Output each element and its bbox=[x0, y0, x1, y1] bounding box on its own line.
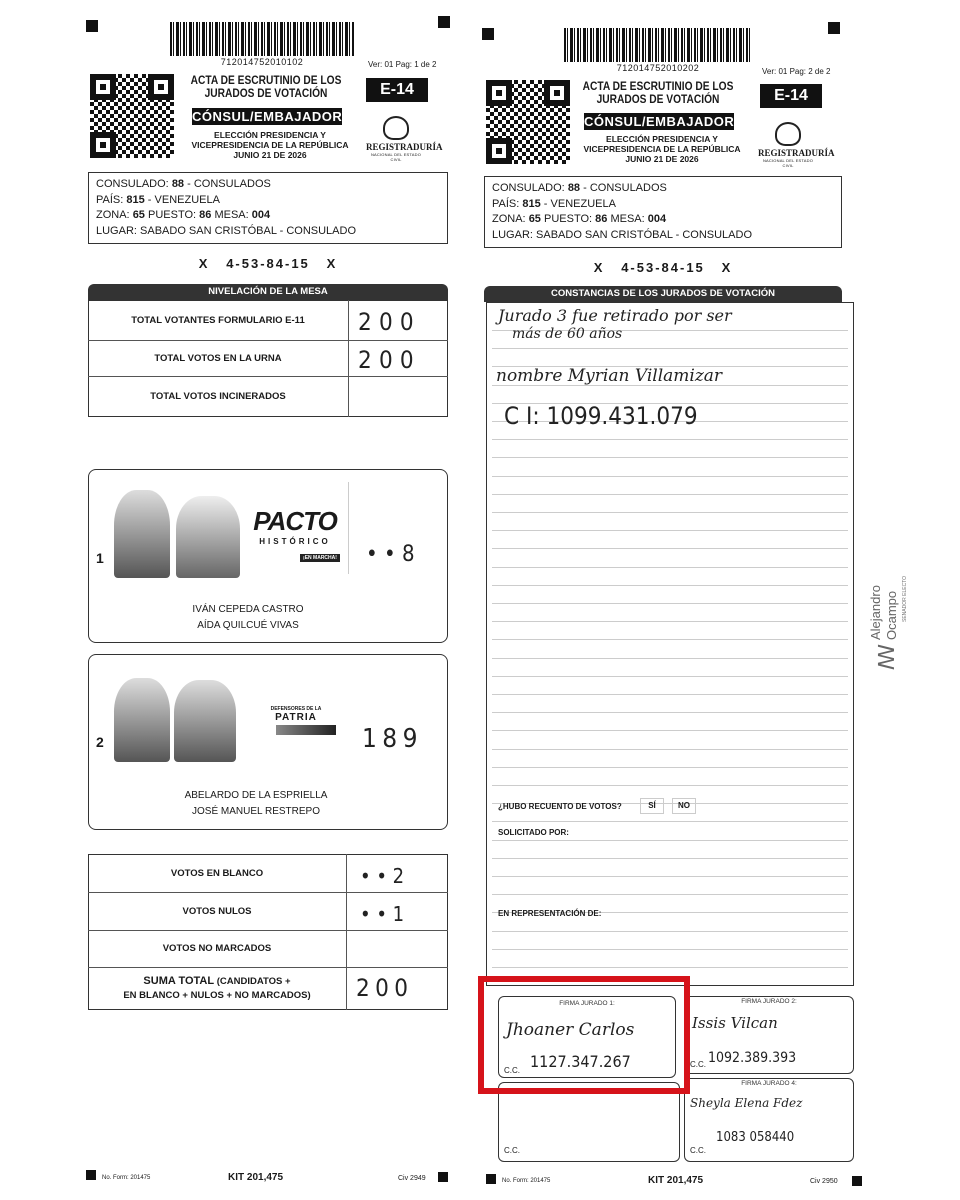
coat-of-arms-icon bbox=[383, 116, 409, 140]
role-banner: CÓNSUL/EMBAJADOR bbox=[192, 109, 343, 124]
cc-label: C.C. bbox=[504, 1066, 520, 1075]
signature-label: FIRMA JURADO 2: bbox=[741, 998, 797, 1005]
flag-icon bbox=[276, 725, 336, 735]
ruled-line bbox=[492, 749, 848, 750]
row-label: VOTOS NULOS bbox=[182, 906, 252, 917]
signature-mark-icon: ꟿ bbox=[874, 643, 900, 671]
party-logo: DEFENSORES DE LA PATRIA bbox=[246, 706, 346, 735]
ruled-line bbox=[492, 658, 848, 659]
handwritten-votes: 189 bbox=[362, 724, 423, 754]
signature: Jhoaner Carlos bbox=[506, 1020, 635, 1040]
ruled-line bbox=[492, 694, 848, 695]
recount-yes[interactable]: SÍ bbox=[640, 798, 664, 814]
acta-page-1 bbox=[76, 12, 476, 1192]
footer-form-number: No. Form: 201475 bbox=[102, 1175, 151, 1181]
ruled-line bbox=[492, 876, 848, 877]
barcode-number: 712014752010102 bbox=[220, 57, 304, 67]
qr-code bbox=[90, 74, 174, 158]
on-behalf-label: EN REPRESENTACIÓN DE: bbox=[498, 909, 602, 918]
coat-of-arms-icon bbox=[775, 122, 801, 146]
location-info: CONSULADO: 88 - CONSULADOS PAÍS: 815 - VENEZUELA ZONA: 65 PUESTO: 86 MESA: 004 LUGAR: SABADO SAN CRISTÓBAL - CONSULADO bbox=[88, 172, 448, 244]
running-mate-photo bbox=[176, 496, 240, 578]
registration-mark bbox=[438, 16, 450, 28]
cc-number: 1083 058440 bbox=[716, 1130, 795, 1145]
row-label: TOTAL VOTANTES FORMULARIO E-11 bbox=[131, 315, 305, 326]
ruled-line bbox=[492, 931, 848, 932]
ruled-line bbox=[492, 439, 848, 440]
row-label: VOTOS EN BLANCO bbox=[170, 868, 264, 879]
footer-form-number: No. Form: 201475 bbox=[502, 1178, 551, 1184]
ruled-line bbox=[492, 621, 848, 622]
handwritten-value: 200 bbox=[358, 308, 421, 336]
form-code-badge: E-14 bbox=[760, 84, 822, 108]
constancias-header: CONSTANCIAS DE LOS JURADOS DE VOTACIÓN bbox=[484, 286, 842, 302]
page-version: Ver: 01 Pag: 1 de 2 bbox=[368, 60, 437, 69]
signature-box-4 bbox=[684, 1078, 854, 1162]
barcode bbox=[170, 22, 354, 56]
qr-code bbox=[486, 80, 570, 164]
barcode-number: 712014752010202 bbox=[616, 63, 700, 73]
row-label: VOTOS NO MARCADOS bbox=[162, 943, 272, 954]
candidate-number: 1 bbox=[96, 550, 104, 566]
ruled-line bbox=[492, 767, 848, 768]
role-banner: CÓNSUL/EMBAJADOR bbox=[584, 114, 735, 129]
ruled-line bbox=[492, 457, 848, 458]
election-title: ELECCIÓN PRESIDENCIA Y VICEPRESIDENCIA DE LA REPÚBLICA JUNIO 21 DE 2026 bbox=[191, 130, 349, 160]
column-votes: VOTACIÓN bbox=[372, 443, 422, 454]
signature-label: FIRMA JURADO 4: bbox=[741, 1080, 797, 1087]
ruled-line bbox=[492, 785, 848, 786]
candidate-names: IVÁN CEPEDA CASTRO AÍDA QUILCUÉ VIVAS bbox=[192, 604, 304, 631]
registration-mark bbox=[828, 22, 840, 34]
handwritten-value: • • 2 bbox=[360, 864, 405, 888]
row-label: TOTAL VOTOS INCINERADOS bbox=[150, 391, 286, 402]
ruled-line bbox=[492, 730, 848, 731]
kit-number: KIT 201,475 bbox=[648, 1175, 704, 1186]
cc-number: 1092.389.393 bbox=[708, 1050, 797, 1066]
handwritten-value: 200 bbox=[358, 346, 421, 374]
registration-mark bbox=[86, 20, 98, 32]
ruled-line bbox=[492, 639, 848, 640]
highlight-frame bbox=[478, 976, 690, 1094]
registration-mark bbox=[482, 28, 494, 40]
cc-label: C.C. bbox=[690, 1146, 706, 1155]
registraduria-logo: REGISTRADURÍA NACIONAL DEL ESTADO CIVIL bbox=[366, 116, 426, 162]
ruled-line bbox=[492, 530, 848, 531]
handwritten-note: más de 60 años bbox=[512, 326, 623, 342]
recount-question: ¿HUBO RECUENTO DE VOTOS? bbox=[498, 802, 622, 811]
requested-by-label: SOLICITADO POR: bbox=[498, 828, 569, 837]
form-title: ACTA DE ESCRUTINIO DE LOS JURADOS DE VOTACIÓN bbox=[190, 73, 342, 100]
ruled-line bbox=[492, 821, 848, 822]
signature: Sheyla Elena Fdez bbox=[690, 1096, 803, 1110]
candidate-number: 2 bbox=[96, 734, 104, 750]
column-candidate: CANDIDATO bbox=[136, 443, 193, 454]
handwritten-value: • • 1 bbox=[360, 902, 405, 926]
page-version: Ver: 01 Pag: 2 de 2 bbox=[762, 67, 831, 76]
mesa-id-code: X 4-53-84-15 X bbox=[593, 260, 733, 275]
signature-label: FIRMA JURADO 1: bbox=[559, 1000, 615, 1007]
ruled-line bbox=[492, 676, 848, 677]
party-logo: PACTO HISTÓRICO ¡EN MARCHA! bbox=[240, 506, 350, 564]
recount-no[interactable]: NO bbox=[672, 798, 696, 814]
sum-total-label: SUMA TOTAL (CANDIDATOS + EN BLANCO + NULOS + NO MARCADOS) bbox=[123, 975, 311, 1001]
cc-number: 1127.347.267 bbox=[530, 1052, 631, 1071]
ruled-line bbox=[492, 494, 848, 495]
ruled-line bbox=[492, 894, 848, 895]
ruled-line bbox=[492, 712, 848, 713]
ruled-line bbox=[492, 512, 848, 513]
ruled-line bbox=[492, 548, 848, 549]
kit-number: KIT 201,475 bbox=[228, 1172, 284, 1183]
ruled-line bbox=[492, 585, 848, 586]
ruled-line bbox=[492, 858, 848, 859]
handwritten-votes: • • 8 bbox=[366, 542, 415, 567]
signature-box-3 bbox=[498, 1082, 680, 1162]
ruled-line bbox=[492, 840, 848, 841]
nivelacion-header: NIVELACIÓN DE LA MESA bbox=[88, 284, 448, 300]
candidate-photo bbox=[114, 678, 170, 762]
handwritten-value: 200 bbox=[356, 974, 414, 1002]
ruled-line bbox=[492, 967, 848, 968]
handwritten-note: Jurado 3 fue retirado por ser bbox=[498, 306, 732, 325]
location-info: CONSULADO: 88 - CONSULADOS PAÍS: 815 - VENEZUELA ZONA: 65 PUESTO: 86 MESA: 004 LUGAR: SABADO SAN CRISTÓBAL - CONSULADO bbox=[484, 176, 842, 248]
candidate-photo bbox=[114, 490, 170, 578]
civ-number: Civ 2949 bbox=[398, 1175, 426, 1182]
handwritten-note: C I: 1099.431.079 bbox=[504, 402, 698, 430]
row-label: TOTAL VOTOS EN LA URNA bbox=[154, 353, 282, 364]
ruled-line bbox=[492, 603, 848, 604]
handwritten-note: nombre Myrian Villamizar bbox=[496, 366, 723, 386]
cc-label: C.C. bbox=[690, 1060, 706, 1069]
signature: Issis Vilcan bbox=[692, 1014, 778, 1032]
form-code-badge: E-14 bbox=[366, 78, 428, 102]
cc-label: C.C. bbox=[504, 1146, 520, 1155]
candidate-names: ABELARDO DE LA ESPRIELLA JOSÉ MANUEL RESTREPO bbox=[184, 790, 328, 817]
ruled-line bbox=[492, 567, 848, 568]
election-title: ELECCIÓN PRESIDENCIA Y VICEPRESIDENCIA DE LA REPÚBLICA JUNIO 21 DE 2026 bbox=[583, 134, 741, 164]
ruled-line bbox=[492, 476, 848, 477]
column-group: AGRUPACIÓN bbox=[260, 443, 325, 454]
ruled-line bbox=[492, 348, 848, 349]
running-mate-photo bbox=[174, 680, 236, 762]
barcode bbox=[564, 28, 752, 62]
mesa-id-code: X 4-53-84-15 X bbox=[198, 256, 338, 271]
form-title: ACTA DE ESCRUTINIO DE LOS JURADOS DE VOTACIÓN bbox=[582, 79, 734, 106]
ruled-line bbox=[492, 949, 848, 950]
registraduria-logo: REGISTRADURÍA NACIONAL DEL ESTADO CIVIL bbox=[758, 122, 818, 168]
civ-number: Civ 2950 bbox=[810, 1178, 838, 1185]
